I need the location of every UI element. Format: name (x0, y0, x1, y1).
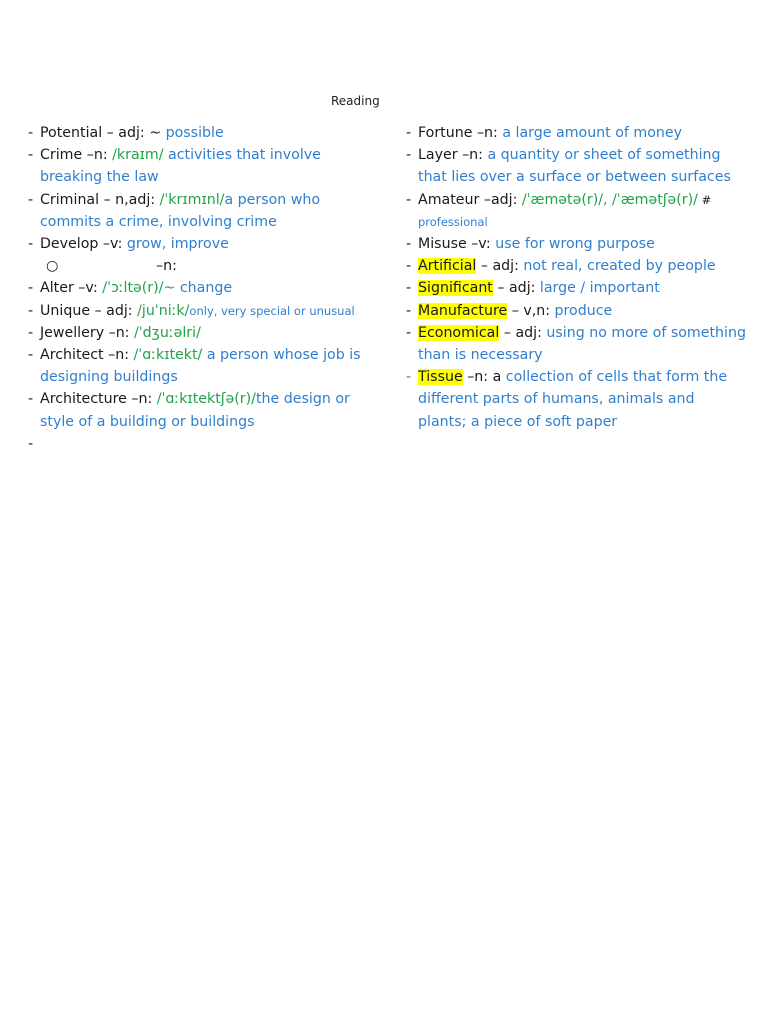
list-dash: - (28, 147, 34, 164)
entry-word: Layer –n: (418, 147, 488, 164)
list-dash: - (406, 302, 412, 319)
highlighted-word: Manufacture (418, 302, 508, 319)
entry-word: Architecture –n: (40, 391, 157, 408)
entry-definition: use for wrong purpose (495, 236, 655, 253)
entry-definition: a quantity or sheet of something that lies over a surface or between surfaces (418, 147, 731, 186)
list-dash: - (28, 324, 34, 341)
entry-tissue (406, 366, 746, 433)
entry-part-of-speech: – adj: (476, 258, 524, 275)
entry-empty (28, 433, 380, 455)
list-dash: - (406, 147, 412, 164)
entry-phonetic: /ˈɑːkɪtekt/ (133, 347, 207, 364)
entry-definition: possible (165, 125, 224, 141)
list-dash: - (406, 236, 412, 253)
entry-crime (28, 144, 380, 188)
entry-phonetic: /ˈɑːkɪtektʃə(r)/ (156, 391, 256, 408)
entry-phonetic: /ˈdʒuːəlri/ (133, 324, 201, 341)
entry-definition: grow, improve (126, 236, 229, 253)
entry-potential (28, 122, 380, 144)
list-dash: - (28, 347, 34, 364)
list-dash: - (406, 191, 412, 208)
entry-word: Crime –n: (40, 147, 113, 164)
entry-phonetic: /juˈniːk/ (137, 302, 190, 319)
entry-layer (406, 144, 746, 188)
entry-definition: professional (418, 214, 488, 229)
entry-economical (406, 322, 746, 366)
entry-develop (28, 233, 380, 255)
entry-part-of-speech: – v,n: (507, 302, 555, 319)
list-dash: - (28, 280, 34, 297)
entry-word: Unique – adj: (40, 302, 138, 319)
entry-part-of-speech: –n: a (462, 369, 506, 386)
entry-phonetic: /kraɪm/ (112, 147, 169, 164)
entry-jewellery (28, 322, 380, 344)
highlighted-word: Significant (418, 280, 493, 297)
entry-phonetic: /ˈɔːltə(r)/~ (102, 280, 180, 297)
circle-bullet-icon: ○ (46, 258, 59, 275)
vocab-column-right (406, 122, 746, 433)
entry-phonetic: /ˈkrɪmɪnl/ (159, 191, 225, 208)
entry-definition: large / important (539, 280, 660, 297)
entry-architect (28, 344, 380, 388)
list-dash: - (406, 369, 412, 386)
list-dash: - (28, 435, 34, 452)
list-dash: - (28, 125, 34, 141)
entry-phonetic: /ˈæmətə(r)/, /ˈæmətʃə(r)/ (521, 191, 698, 208)
entry-fortune (406, 122, 746, 144)
list-dash: - (406, 125, 412, 141)
list-dash: - (28, 236, 34, 253)
list-dash: - (28, 302, 34, 319)
entry-alter (28, 277, 380, 299)
entry-word: Misuse –v: (418, 236, 496, 253)
entry-develop-subitem (28, 255, 380, 277)
entry-part-of-speech: –n: (156, 258, 177, 275)
page-title: Reading (331, 94, 380, 108)
highlighted-word: Artificial (418, 258, 477, 275)
entry-misuse (406, 233, 746, 255)
entry-word: Criminal – n,adj: (40, 191, 160, 208)
entry-word: Develop –v: (40, 236, 127, 253)
list-dash: - (406, 280, 412, 297)
entry-definition: using no more of something than is necessary (418, 324, 746, 364)
entry-word: Potential – adj: ~ (40, 125, 166, 141)
entry-word: Fortune –n: (418, 125, 503, 141)
list-dash: - (406, 324, 412, 341)
entry-definition: a person who commits a crime, involving crime (40, 191, 321, 230)
highlighted-word: Tissue (418, 369, 463, 386)
entry-architecture (28, 388, 380, 432)
vocab-column-left (28, 122, 380, 455)
entry-definition: the design or style of a building or buildings (40, 391, 350, 430)
entry-definition: activities that involve breaking the law (40, 147, 321, 186)
entry-artificial (406, 255, 746, 277)
entry-definition: collection of cells that form the different parts of humans, animals and plants; a piece of soft paper (418, 369, 728, 430)
entry-manufacture (406, 300, 746, 322)
entry-word: Jewellery –n: (40, 324, 134, 341)
entry-definition: not real, created by people (523, 258, 716, 275)
entry-part-of-speech: – adj: (499, 324, 547, 341)
entry-word: Amateur –adj: (418, 191, 522, 208)
entry-definition: a large amount of money (502, 125, 683, 141)
highlighted-word: Economical (418, 324, 500, 341)
entry-unique (28, 300, 380, 322)
entry-criminal (28, 189, 380, 233)
entry-word: Architect –n: (40, 347, 134, 364)
entry-definition: change (179, 280, 233, 297)
list-dash: - (406, 258, 412, 275)
entry-significant (406, 277, 746, 299)
entry-amateur (406, 189, 746, 233)
entry-definition: only, very special or unusual (189, 303, 355, 318)
list-dash: - (28, 191, 34, 208)
entry-definition: a person whose job is designing buildings (40, 347, 361, 386)
entry-word: Alter –v: (40, 280, 103, 297)
entry-definition: produce (554, 302, 613, 319)
entry-separator: # (697, 192, 712, 207)
entry-part-of-speech: – adj: (492, 280, 540, 297)
list-dash: - (28, 391, 34, 408)
